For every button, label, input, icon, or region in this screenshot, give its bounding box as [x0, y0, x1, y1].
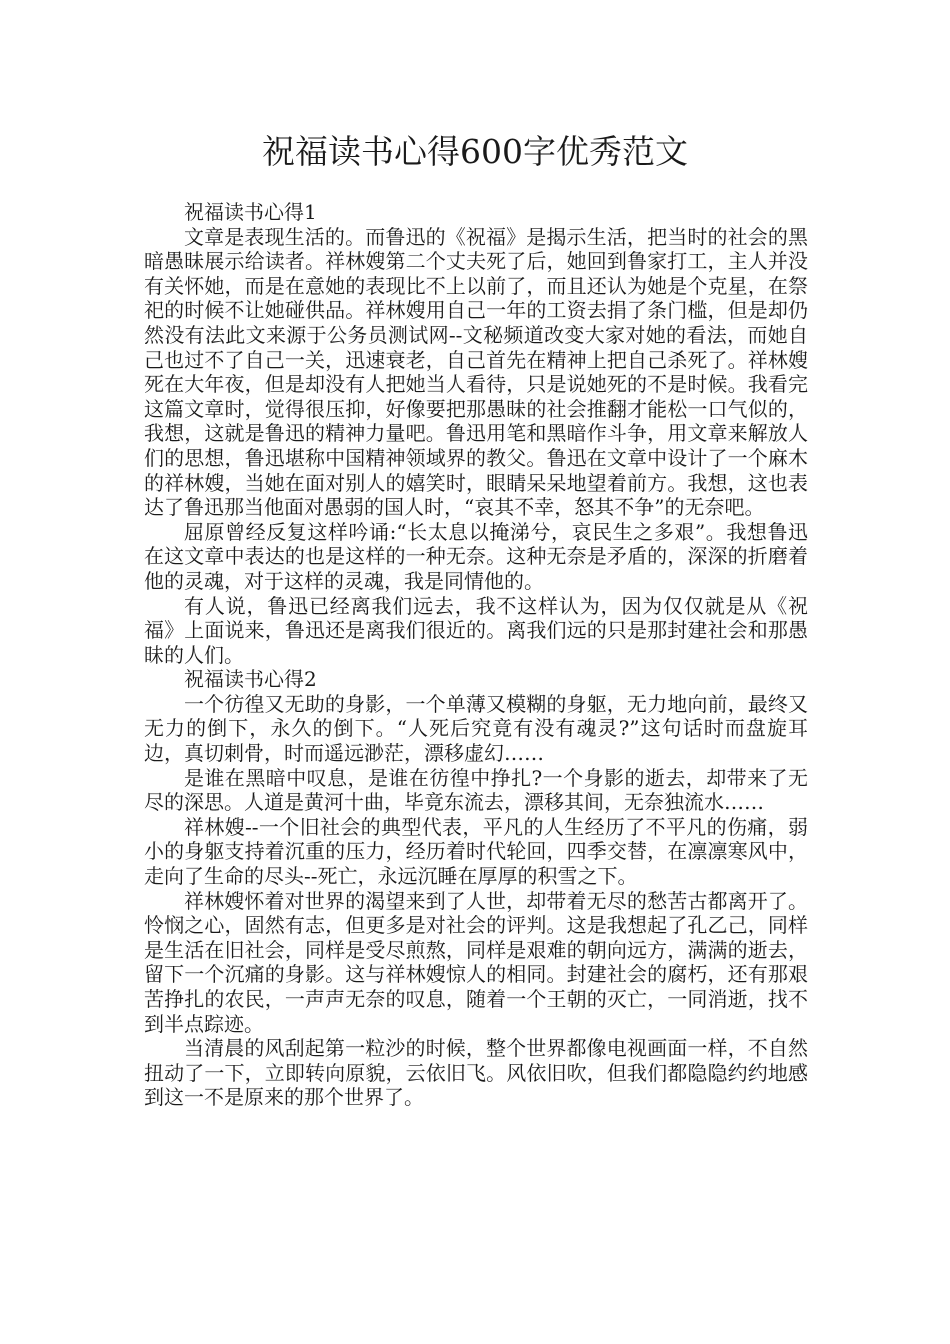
section-heading: 祝福读书心得2 [184, 667, 317, 692]
paragraph: 祥林嫂--一个旧社会的典型代表，平凡的人生经历了不平凡的伤痛，弱小的身躯支持着沉重的压力，经历着时代轮回，四季交替，在凛凛寒风中，走向了生命的尽头--死亡，永远沉睡在厚厚的积雪之下。 [144, 814, 808, 889]
paragraph: 一个彷徨又无助的身影，一个单薄又模糊的身躯，无力地向前，最终又无力的倒下，永久的倒下。“人死后究竟有没有魂灵?”这句话时而盘旋耳边，真切刺骨，时而遥远渺茫，漂移虚幻…… [144, 691, 808, 766]
paragraph: 文章是表现生活的。而鲁迅的《祝福》是揭示生活，把当时的社会的黑暗愚昧展示给读者。祥林嫂第二个丈夫死了后，她回到鲁家打工，主人并没有关怀她，而是在意她的表现比不上以前了，而且还认为她是个克星，在祭祀的时候不让她碰供品。祥林嫂用自己一年的工资去捐了条门槛，但是却仍然没有法此文来源于公务员测试网--文秘频道改变大家对她的看法，而她自己也过不了自己一关，迅速衰老，自己首先在精神上把自己杀死了。祥林嫂死在大年夜，但是却没有人把她当人看待，只是说她死的不是时候。我看完这篇文章时，觉得很压抑，好像要把那愚昧的社会推翻才能松一口气似的，我想，这就是鲁迅的精神力量吧。鲁迅用笔和黑暗作斗争，用文章来解放人们的思想，鲁迅堪称中国精神领域界的教父。鲁迅在文章中设计了一个麻木的祥林嫂，当她在面对别人的嬉笑时，眼睛呆呆地望着前方。我想，这也表达了鲁迅那当他面对愚弱的国人时，“哀其不幸，怒其不争”的无奈吧。 [144, 224, 808, 520]
document-body [144, 200, 808, 1110]
section-heading: 祝福读书心得1 [184, 200, 317, 224]
paragraph: 有人说，鲁迅已经离我们远去，我不这样认为，因为仅仅就是从《祝福》上面说来，鲁迅还是离我们很近的。离我们远的只是那封建社会和那愚昧的人们。 [144, 593, 808, 667]
paragraph: 屈原曾经反复这样吟诵:“长太息以掩涕兮，哀民生之多艰”。我想鲁迅在这文章中表达的也是这样的一种无奈。这种无奈是矛盾的，深深的折磨着他的灵魂，对于这样的灵魂，我是同情他的。 [144, 519, 808, 593]
paragraph: 祥林嫂怀着对世界的渴望来到了人世，却带着无尽的愁苦古都离开了。怜悯之心，固然有志，但更多是对社会的评判。这是我想起了孔乙己，同样是生活在旧社会，同样是受尽煎熬，同样是艰难的朝向远方，满满的逝去，留下一个沉痛的身影。这与祥林嫂惊人的相同。封建社会的腐朽，还有那艰苦挣扎的农民，一声声无奈的叹息，随着一个王朝的灭亡，一同消逝，找不到半点踪迹。 [144, 888, 808, 1036]
paragraph: 是谁在黑暗中叹息，是谁在彷徨中挣扎?一个身影的逝去，却带来了无尽的深思。人道是黄河十曲，毕竟东流去，漂移其间，无奈独流水…… [144, 765, 808, 815]
document-title: 祝福读书心得600字优秀范文 [262, 132, 688, 171]
section-1 [144, 200, 808, 667]
paragraph: 当清晨的风刮起第一粒沙的时候，整个世界都像电视画面一样，不自然扭动了一下，立即转向原貌，云依旧飞。风依旧吹，但我们都隐隐约约地感到这一不是原来的那个世界了。 [144, 1036, 808, 1110]
section-2 [144, 667, 808, 1110]
